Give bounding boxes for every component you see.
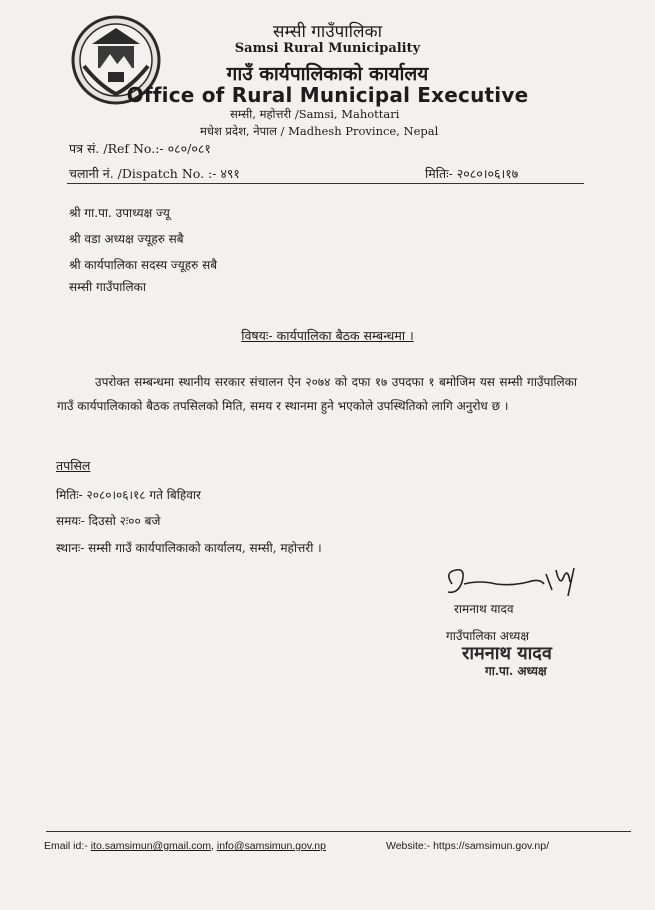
addressee-line: श्री वडा अध्यक्ष ज्यूहरु सबै [69,232,184,246]
reference-number: पत्र सं. /Ref No.:- ०८०/०८१ [69,141,211,156]
subject-text: विषयः- कार्यपालिका बैठक सम्बन्धमा । [241,328,414,343]
email-label: Email id:- [44,840,88,852]
details-heading: तपसिल [56,458,91,473]
org-name-english: Samsi Rural Municipality [234,41,421,56]
addressee-line: श्री कार्यपालिका सदस्य ज्यूहरु सबै [69,258,218,272]
email-link-2[interactable]: info@samsimun.gov.np [216,840,326,852]
meeting-place: स्थानः- सम्सी गाउँ कार्यपालिकाको कार्यालय, सम्सी, महोत्तरी । [56,541,322,555]
meeting-time: समयः- दिउसो २ः०० बजे [56,514,161,528]
email-separator: , [211,840,214,852]
body-paragraph: उपरोक्त सम्बन्धमा स्थानीय सरकार संचालन ऐन २०७४ को दफा १७ उपदफा १ बमोजिम यस सम्सी गाउँपालिका गाउँ कार्यपालिकाको बैठक तपसिलको मिति, समय र स्थानमा हुने भएकोले उपस्थितिको लागि अनुरोध छ । [57,375,577,413]
signatory-title: गाउँपालिका अध्यक्ष [446,629,529,643]
footer-website[interactable]: Website:- https://samsimun.gov.np/ [386,840,550,852]
dispatch-number: चलानी नं. /Dispatch No. :- ४९१ [69,166,240,181]
stamp-name: रामनाथ यादव [462,643,552,664]
meeting-date: मितिः- २०८०।०६।१८ गते बिहिवार [56,488,201,502]
stamp-title: गा.पा. अध्यक्ष [485,664,547,678]
addressee-line: सम्सी गाउँपालिका [69,280,146,294]
signatory-name: रामनाथ यादव [454,602,514,616]
office-name-nepali: गाउँ कार्यपालिकाको कार्यालय [226,63,429,85]
handwritten-signature [440,562,590,602]
subject-line [0,327,655,344]
addressee-line: श्री गा.पा. उपाध्यक्ष ज्यू [69,206,170,220]
footer-divider [46,831,631,832]
org-name-nepali: सम्सी गाउँपालिका [272,22,383,42]
footer-email [44,840,326,852]
letter-date: मितिः- २०८०।०६।१७ [425,166,519,181]
header-divider [67,183,584,184]
province-line: मधेश प्रदेश, नेपाल / Madhesh Province, Nepal [200,124,439,138]
location-line: सम्सी, महोत्तरी /Samsi, Mahottari [230,107,400,121]
office-name-english: Office of Rural Municipal Executive [126,83,529,107]
email-link-1[interactable]: ito.samsimun@gmail.com [90,840,212,852]
